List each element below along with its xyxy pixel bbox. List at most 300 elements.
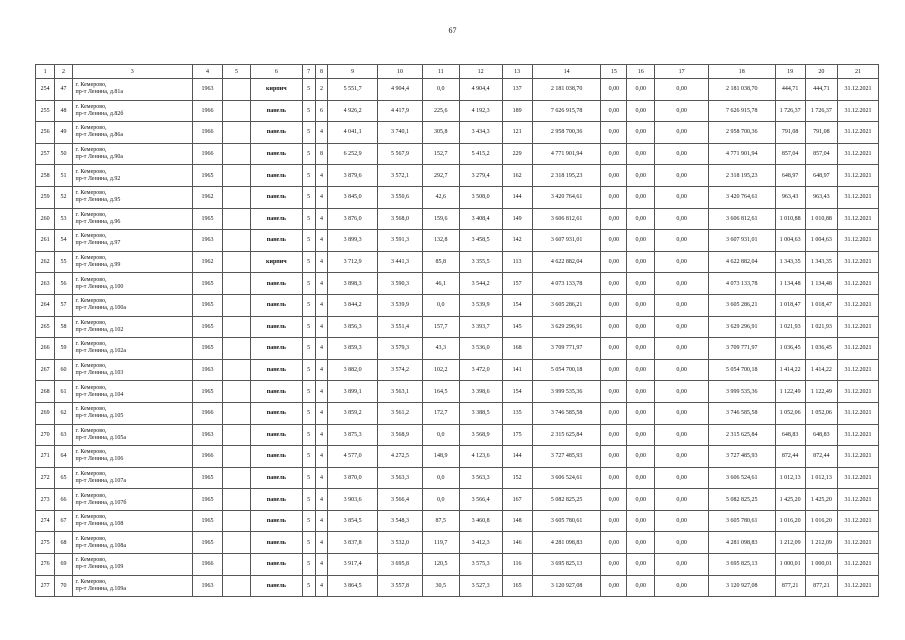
column-header-14: 14	[532, 65, 601, 79]
column-header-18: 18	[708, 65, 775, 79]
cell-limit-cost: 1 414,22	[805, 359, 837, 381]
cell-premises-area: 3 561,2	[377, 402, 422, 424]
cell-row-number: 277	[36, 575, 55, 597]
cell-limit-cost: 1 010,88	[805, 208, 837, 230]
cell-owner-cost: 3 695 825,13	[708, 554, 775, 576]
cell-total-area: 3 859,2	[328, 402, 377, 424]
cell-completion-date: 31.12.2021	[837, 359, 878, 381]
column-header-16: 16	[627, 65, 655, 79]
cell-limit-cost: 1 004,63	[805, 230, 837, 252]
address-street: пр-т Ленина, д.97	[75, 240, 121, 247]
cell-floors: 5	[302, 100, 315, 122]
table-row	[36, 251, 879, 273]
cell-year-renovated	[223, 489, 251, 511]
column-header-15: 15	[601, 65, 627, 79]
cell-unit-cost: 963,43	[775, 186, 805, 208]
cell-fund-cost: 0,00	[601, 510, 627, 532]
cell-limit-cost: 1 016,20	[805, 510, 837, 532]
cell-budget-cost: 0,00	[627, 251, 655, 273]
cell-residents: 229	[502, 143, 532, 165]
cell-address	[72, 122, 192, 144]
cell-year-renovated	[223, 230, 251, 252]
cell-year-renovated	[223, 208, 251, 230]
cell-other-cost: 0,00	[655, 575, 709, 597]
cell-budget-cost: 0,00	[627, 381, 655, 403]
cell-limit-cost: 1 343,35	[805, 251, 837, 273]
cell-year-renovated	[223, 554, 251, 576]
cell-total-area: 4 926,2	[328, 100, 377, 122]
address-city: г. Кемерово,	[75, 255, 107, 262]
cell-fund-cost: 0,00	[601, 273, 627, 295]
address-street: пр-т Ленина, д.90а	[75, 154, 124, 161]
cell-year-built: 1962	[192, 251, 222, 273]
cell-floors: 5	[302, 294, 315, 316]
address-street: пр-т Ленина, д.82б	[75, 110, 124, 117]
cell-entrances: 4	[315, 165, 328, 187]
cell-wall-material: панель	[251, 532, 303, 554]
cell-owner-cost: 2 958 700,36	[708, 122, 775, 144]
cell-total-cost: 4 771 901,94	[532, 143, 601, 165]
cell-floors: 5	[302, 424, 315, 446]
cell-entrances: 4	[315, 554, 328, 576]
column-header-11: 11	[423, 65, 460, 79]
cell-fund-cost: 0,00	[601, 532, 627, 554]
cell-limit-cost: 1 018,47	[805, 294, 837, 316]
cell-fund-cost: 0,00	[601, 554, 627, 576]
cell-municipal-area: 0,0	[423, 489, 460, 511]
cell-owner-cost: 3 606 812,61	[708, 208, 775, 230]
cell-limit-cost: 1 212,09	[805, 532, 837, 554]
address-city: г. Кемерово,	[75, 427, 107, 434]
cell-index: 50	[55, 143, 72, 165]
cell-row-number: 259	[36, 186, 55, 208]
cell-completion-date: 31.12.2021	[837, 489, 878, 511]
cell-residential-area: 3 544,2	[459, 273, 502, 295]
cell-floors: 5	[302, 532, 315, 554]
page-number: 67	[448, 26, 457, 35]
cell-address	[72, 510, 192, 532]
cell-residential-area: 3 355,5	[459, 251, 502, 273]
cell-owner-cost: 3 605 286,21	[708, 294, 775, 316]
cell-completion-date: 31.12.2021	[837, 294, 878, 316]
cell-premises-area: 5 567,9	[377, 143, 422, 165]
cell-total-area: 4 577,0	[328, 446, 377, 468]
cell-year-renovated	[223, 381, 251, 403]
column-header-5: 5	[223, 65, 251, 79]
cell-entrances: 6	[315, 100, 328, 122]
cell-total-area: 5 551,7	[328, 79, 377, 101]
cell-total-area: 3 899,3	[328, 230, 377, 252]
cell-year-built: 1966	[192, 446, 222, 468]
cell-row-number: 275	[36, 532, 55, 554]
cell-owner-cost: 3 607 931,01	[708, 230, 775, 252]
cell-year-built: 1963	[192, 230, 222, 252]
cell-total-cost: 3 606 812,61	[532, 208, 601, 230]
cell-total-cost: 3 605 286,21	[532, 294, 601, 316]
cell-completion-date: 31.12.2021	[837, 143, 878, 165]
address-city: г. Кемерово,	[75, 319, 107, 326]
cell-index: 62	[55, 402, 72, 424]
cell-limit-cost: 791,08	[805, 122, 837, 144]
cell-index: 59	[55, 338, 72, 360]
header-row	[36, 65, 879, 79]
cell-other-cost: 0,00	[655, 79, 709, 101]
address-street: пр-т Ленина, д.86а	[75, 132, 124, 139]
cell-limit-cost: 963,43	[805, 186, 837, 208]
cell-residents: 116	[502, 554, 532, 576]
cell-index: 49	[55, 122, 72, 144]
cell-other-cost: 0,00	[655, 273, 709, 295]
table-row	[36, 79, 879, 101]
cell-address	[72, 446, 192, 468]
cell-total-area: 3 879,6	[328, 165, 377, 187]
cell-year-renovated	[223, 273, 251, 295]
cell-completion-date: 31.12.2021	[837, 79, 878, 101]
table-row	[36, 402, 879, 424]
cell-completion-date: 31.12.2021	[837, 446, 878, 468]
cell-fund-cost: 0,00	[601, 424, 627, 446]
cell-total-area: 3 917,4	[328, 554, 377, 576]
address-street: пр-т Ленина, д.107б	[75, 499, 127, 506]
address-street: пр-т Ленина, д.109а	[75, 585, 127, 592]
cell-fund-cost: 0,00	[601, 381, 627, 403]
table-row	[36, 122, 879, 144]
cell-budget-cost: 0,00	[627, 467, 655, 489]
cell-index: 63	[55, 424, 72, 446]
address-city: г. Кемерово,	[75, 406, 107, 413]
cell-wall-material: кирпич	[251, 79, 303, 101]
cell-residents: 141	[502, 359, 532, 381]
cell-floors: 5	[302, 554, 315, 576]
cell-row-number: 273	[36, 489, 55, 511]
cell-municipal-area: 85,8	[423, 251, 460, 273]
cell-residents: 113	[502, 251, 532, 273]
cell-total-cost: 4 073 133,78	[532, 273, 601, 295]
cell-residents: 167	[502, 489, 532, 511]
cell-wall-material: панель	[251, 100, 303, 122]
cell-residents: 175	[502, 424, 532, 446]
address-city: г. Кемерово,	[75, 363, 107, 370]
cell-fund-cost: 0,00	[601, 294, 627, 316]
cell-total-cost: 3 607 931,01	[532, 230, 601, 252]
column-header-2: 2	[55, 65, 72, 79]
cell-other-cost: 0,00	[655, 294, 709, 316]
cell-entrances: 4	[315, 424, 328, 446]
address-city: г. Кемерово,	[75, 276, 107, 283]
table-row	[36, 230, 879, 252]
cell-entrances: 4	[315, 294, 328, 316]
cell-total-cost: 3 605 780,61	[532, 510, 601, 532]
address-street: пр-т Ленина, д.102а	[75, 348, 127, 355]
cell-year-built: 1963	[192, 575, 222, 597]
address-street: пр-т Ленина, д.105а	[75, 434, 127, 441]
cell-unit-cost: 1 343,35	[775, 251, 805, 273]
cell-owner-cost: 3 420 764,61	[708, 186, 775, 208]
cell-unit-cost: 1 010,88	[775, 208, 805, 230]
table-row	[36, 165, 879, 187]
table-row	[36, 338, 879, 360]
cell-unit-cost: 1 212,09	[775, 532, 805, 554]
cell-total-area: 6 252,9	[328, 143, 377, 165]
cell-wall-material: панель	[251, 186, 303, 208]
cell-floors: 5	[302, 143, 315, 165]
cell-completion-date: 31.12.2021	[837, 402, 878, 424]
cell-budget-cost: 0,00	[627, 446, 655, 468]
cell-limit-cost: 1 052,06	[805, 402, 837, 424]
cell-year-built: 1966	[192, 122, 222, 144]
cell-row-number: 260	[36, 208, 55, 230]
cell-residents: 154	[502, 294, 532, 316]
address-city: г. Кемерово,	[75, 341, 107, 348]
cell-address	[72, 359, 192, 381]
cell-year-renovated	[223, 532, 251, 554]
cell-index: 70	[55, 575, 72, 597]
cell-floors: 5	[302, 230, 315, 252]
cell-completion-date: 31.12.2021	[837, 230, 878, 252]
table-row	[36, 316, 879, 338]
cell-completion-date: 31.12.2021	[837, 251, 878, 273]
cell-residential-area: 3 393,7	[459, 316, 502, 338]
address-street: пр-т Ленина, д.100а	[75, 305, 127, 312]
cell-residential-area: 3 575,3	[459, 554, 502, 576]
cell-premises-area: 3 550,6	[377, 186, 422, 208]
cell-municipal-area: 30,5	[423, 575, 460, 597]
cell-limit-cost: 648,83	[805, 424, 837, 446]
table-row	[36, 186, 879, 208]
cell-wall-material: панель	[251, 554, 303, 576]
cell-total-cost: 3 629 296,91	[532, 316, 601, 338]
cell-budget-cost: 0,00	[627, 165, 655, 187]
cell-total-cost: 3 727 485,93	[532, 446, 601, 468]
cell-owner-cost: 3 999 535,36	[708, 381, 775, 403]
cell-index: 47	[55, 79, 72, 101]
cell-fund-cost: 0,00	[601, 100, 627, 122]
cell-unit-cost: 648,97	[775, 165, 805, 187]
cell-year-renovated	[223, 143, 251, 165]
cell-completion-date: 31.12.2021	[837, 510, 878, 532]
cell-address	[72, 186, 192, 208]
cell-premises-area: 3 539,9	[377, 294, 422, 316]
cell-residential-area: 4 192,3	[459, 100, 502, 122]
cell-municipal-area: 159,6	[423, 208, 460, 230]
cell-owner-cost: 7 626 915,78	[708, 100, 775, 122]
cell-address	[72, 251, 192, 273]
cell-unit-cost: 444,71	[775, 79, 805, 101]
cell-index: 60	[55, 359, 72, 381]
cell-address	[72, 208, 192, 230]
cell-premises-area: 3 579,3	[377, 338, 422, 360]
cell-total-cost: 3 709 771,97	[532, 338, 601, 360]
address-city: г. Кемерово,	[75, 492, 107, 499]
cell-unit-cost: 1 000,01	[775, 554, 805, 576]
cell-total-cost: 3 999 535,36	[532, 381, 601, 403]
cell-year-built: 1965	[192, 489, 222, 511]
cell-year-renovated	[223, 467, 251, 489]
cell-other-cost: 0,00	[655, 554, 709, 576]
cell-residential-area: 3 460,8	[459, 510, 502, 532]
cell-year-renovated	[223, 79, 251, 101]
cell-row-number: 270	[36, 424, 55, 446]
cell-premises-area: 3 568,9	[377, 424, 422, 446]
address-street: пр-т Ленина, д.96	[75, 218, 121, 225]
address-city: г. Кемерово,	[75, 190, 107, 197]
cell-municipal-area: 42,6	[423, 186, 460, 208]
cell-municipal-area: 292,7	[423, 165, 460, 187]
cell-fund-cost: 0,00	[601, 446, 627, 468]
cell-other-cost: 0,00	[655, 510, 709, 532]
address-street: пр-т Ленина, д.104	[75, 391, 124, 398]
cell-residential-area: 3 408,4	[459, 208, 502, 230]
cell-row-number: 264	[36, 294, 55, 316]
cell-address	[72, 338, 192, 360]
cell-premises-area: 3 695,8	[377, 554, 422, 576]
column-header-12: 12	[459, 65, 502, 79]
cell-total-area: 4 041,1	[328, 122, 377, 144]
cell-wall-material: панель	[251, 359, 303, 381]
address-city: г. Кемерово,	[75, 298, 107, 305]
cell-year-renovated	[223, 316, 251, 338]
table-row	[36, 446, 879, 468]
cell-row-number: 266	[36, 338, 55, 360]
cell-residents: 144	[502, 446, 532, 468]
cell-municipal-area: 0,0	[423, 467, 460, 489]
cell-year-built: 1965	[192, 338, 222, 360]
cell-unit-cost: 1 018,47	[775, 294, 805, 316]
cell-year-built: 1965	[192, 208, 222, 230]
cell-residential-area: 3 458,5	[459, 230, 502, 252]
cell-premises-area: 3 557,8	[377, 575, 422, 597]
table-row	[36, 575, 879, 597]
cell-address	[72, 165, 192, 187]
cell-row-number: 261	[36, 230, 55, 252]
cell-limit-cost: 1 021,93	[805, 316, 837, 338]
cell-index: 61	[55, 381, 72, 403]
cell-wall-material: панель	[251, 143, 303, 165]
cell-budget-cost: 0,00	[627, 554, 655, 576]
cell-total-area: 3 854,5	[328, 510, 377, 532]
cell-limit-cost: 1 122,49	[805, 381, 837, 403]
cell-floors: 5	[302, 186, 315, 208]
cell-municipal-area: 164,5	[423, 381, 460, 403]
cell-year-built: 1965	[192, 294, 222, 316]
cell-floors: 5	[302, 575, 315, 597]
cell-budget-cost: 0,00	[627, 208, 655, 230]
cell-entrances: 4	[315, 316, 328, 338]
table-row	[36, 100, 879, 122]
column-header-20: 20	[805, 65, 837, 79]
cell-municipal-area: 46,1	[423, 273, 460, 295]
cell-completion-date: 31.12.2021	[837, 273, 878, 295]
cell-total-cost: 3 695 825,13	[532, 554, 601, 576]
cell-address	[72, 532, 192, 554]
cell-completion-date: 31.12.2021	[837, 208, 878, 230]
cell-floors: 5	[302, 79, 315, 101]
cell-unit-cost: 791,08	[775, 122, 805, 144]
cell-other-cost: 0,00	[655, 532, 709, 554]
cell-other-cost: 0,00	[655, 424, 709, 446]
cell-other-cost: 0,00	[655, 338, 709, 360]
cell-entrances: 2	[315, 79, 328, 101]
cell-municipal-area: 0,0	[423, 424, 460, 446]
cell-owner-cost: 4 771 901,94	[708, 143, 775, 165]
cell-entrances: 4	[315, 510, 328, 532]
cell-address	[72, 294, 192, 316]
cell-row-number: 255	[36, 100, 55, 122]
cell-other-cost: 0,00	[655, 316, 709, 338]
cell-wall-material: панель	[251, 381, 303, 403]
cell-residents: 145	[502, 316, 532, 338]
cell-floors: 5	[302, 359, 315, 381]
cell-completion-date: 31.12.2021	[837, 165, 878, 187]
cell-wall-material: панель	[251, 424, 303, 446]
cell-budget-cost: 0,00	[627, 575, 655, 597]
cell-row-number: 269	[36, 402, 55, 424]
address-street: пр-т Ленина, д.108	[75, 521, 124, 528]
cell-completion-date: 31.12.2021	[837, 316, 878, 338]
cell-total-area: 3 856,3	[328, 316, 377, 338]
cell-owner-cost: 3 120 927,08	[708, 575, 775, 597]
cell-entrances: 4	[315, 575, 328, 597]
cell-owner-cost: 5 054 700,18	[708, 359, 775, 381]
cell-year-renovated	[223, 424, 251, 446]
cell-residents: 154	[502, 381, 532, 403]
cell-index: 65	[55, 467, 72, 489]
cell-residential-area: 3 388,5	[459, 402, 502, 424]
cell-limit-cost: 1 012,13	[805, 467, 837, 489]
cell-row-number: 256	[36, 122, 55, 144]
table-row	[36, 424, 879, 446]
cell-year-built: 1962	[192, 186, 222, 208]
cell-residential-area: 5 415,2	[459, 143, 502, 165]
cell-residents: 142	[502, 230, 532, 252]
cell-year-renovated	[223, 122, 251, 144]
cell-owner-cost: 2 181 038,70	[708, 79, 775, 101]
cell-total-area: 3 903,6	[328, 489, 377, 511]
address-city: г. Кемерово,	[75, 168, 107, 175]
cell-year-built: 1966	[192, 100, 222, 122]
cell-owner-cost: 3 606 524,61	[708, 467, 775, 489]
cell-address	[72, 273, 192, 295]
cell-other-cost: 0,00	[655, 165, 709, 187]
cell-address	[72, 79, 192, 101]
cell-completion-date: 31.12.2021	[837, 532, 878, 554]
cell-fund-cost: 0,00	[601, 79, 627, 101]
cell-total-area: 3 899,1	[328, 381, 377, 403]
cell-limit-cost: 1 134,48	[805, 273, 837, 295]
cell-total-cost: 3 606 524,61	[532, 467, 601, 489]
cell-address	[72, 316, 192, 338]
cell-total-area: 3 876,0	[328, 208, 377, 230]
cell-index: 56	[55, 273, 72, 295]
cell-budget-cost: 0,00	[627, 100, 655, 122]
cell-owner-cost: 5 082 825,25	[708, 489, 775, 511]
cell-residential-area: 3 279,4	[459, 165, 502, 187]
cell-wall-material: панель	[251, 165, 303, 187]
cell-budget-cost: 0,00	[627, 273, 655, 295]
cell-municipal-area: 225,6	[423, 100, 460, 122]
cell-wall-material: панель	[251, 467, 303, 489]
cell-residents: 137	[502, 79, 532, 101]
cell-municipal-area: 172,7	[423, 402, 460, 424]
address-city: г. Кемерово,	[75, 470, 107, 477]
address-city: г. Кемерово,	[75, 514, 107, 521]
cell-municipal-area: 148,9	[423, 446, 460, 468]
cell-budget-cost: 0,00	[627, 402, 655, 424]
cell-total-cost: 7 626 915,78	[532, 100, 601, 122]
cell-fund-cost: 0,00	[601, 251, 627, 273]
cell-total-cost: 5 054 700,18	[532, 359, 601, 381]
cell-fund-cost: 0,00	[601, 143, 627, 165]
